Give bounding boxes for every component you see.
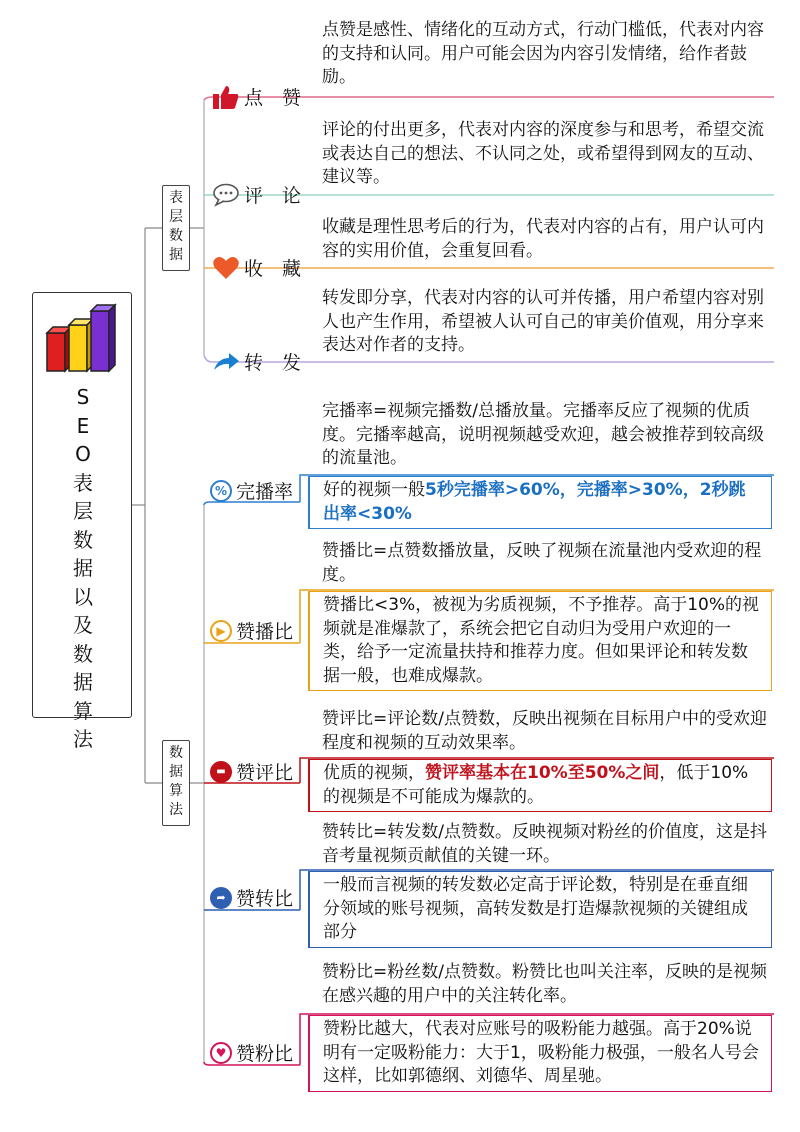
heart-circle-icon: ♥ <box>210 1042 232 1064</box>
root-title-char: 表 <box>73 470 93 495</box>
root-title-char: 层 <box>73 499 93 523</box>
def-like-comment-ratio: 赞评比=评论数/点赞数，反映出视频在目标用户中的受欢迎程度和视频的互动效果率。 <box>322 709 767 753</box>
note-like-share-ratio <box>308 871 772 948</box>
node-like <box>212 83 301 110</box>
node-label-like-play-ratio: 赞播比 <box>236 621 294 643</box>
speech-bubble-icon <box>212 183 240 207</box>
category-data-algorithms-char: 据 <box>169 764 183 780</box>
share-arrow-icon <box>212 350 240 374</box>
def-like-fan-ratio: 赞粉比=粉丝数/点赞数。粉赞比也叫关注率，反映的是视频在感兴趣的用户中的关注转化率。 <box>322 962 767 1006</box>
node-label-collect: 收 藏 <box>244 258 302 280</box>
node-label-like-comment-ratio: 赞评比 <box>236 762 294 784</box>
node-share <box>212 348 301 375</box>
note-text: 一般而言视频的转发数必定高于评论数，特别是在垂直细分领域的账号视频，高转发数是打造爆款视频的关键组成部分 <box>323 875 748 943</box>
node-label-completion-rate: 完播率 <box>236 481 294 503</box>
root-title-char: 算 <box>73 698 93 723</box>
node-label-comment: 评 论 <box>244 185 302 207</box>
node-like-comment-ratio <box>210 758 293 785</box>
def-like-play-ratio: 赞播比=点赞数播放量，反映了视频在流量池内受欢迎的程度。 <box>322 541 762 585</box>
play-icon: ▶ <box>210 620 232 642</box>
category-surface-data-char: 数 <box>169 228 183 244</box>
root-title-char: E <box>76 413 90 438</box>
root-title-char: 数 <box>73 641 93 666</box>
note-text: 赞播比<3%，被视为劣质视频，不予推荐。高于10%的视频就是准爆款了，系统会把它自动归为受用户欢迎的一类，给予一定流量扶持和推荐力度。但如果评论和转发数据一般，也难成爆款。 <box>323 595 759 686</box>
root-title-char: 据 <box>73 556 93 580</box>
node-label-like-fan-ratio: 赞粉比 <box>236 1043 294 1065</box>
node-label-like-share-ratio: 赞转比 <box>236 888 294 910</box>
note-text: 赞粉比越大，代表对应账号的吸粉能力越强。高于20%说明有一定吸粉能力：大于1，吸粉能力极强，一般名人号会这样，比如郭德纲、刘德华、周星驰。 <box>323 1019 759 1087</box>
def-completion-rate: 完播率=视频完播数/总播放量。完播率反应了视频的优质度。完播率越高，说明视频越受欢迎，越会被推荐到较高级的流量池。 <box>322 401 764 469</box>
note-text-end: ，低于10%的视频是不可能成为爆款的。 <box>323 763 749 807</box>
root-title-char: 法 <box>73 727 93 751</box>
category-surface-data-char: 表 <box>169 190 183 206</box>
comment-icon: ▬ <box>210 761 232 783</box>
category-data-algorithms-char: 数 <box>169 745 183 761</box>
category-data-algorithms-char: 算 <box>169 783 183 799</box>
note-like-comment-ratio <box>308 759 772 812</box>
category-data-algorithms <box>162 740 190 826</box>
note-highlight: 赞评率基本在10%至50%之间 <box>425 763 660 783</box>
note-like-play-ratio <box>308 591 772 691</box>
bar-chart-icon <box>45 303 121 373</box>
node-like-fan-ratio <box>210 1039 293 1066</box>
root-title-char: S <box>76 385 90 409</box>
percent-icon: % <box>210 480 232 502</box>
node-label-like: 点 赞 <box>244 87 302 109</box>
text-collect: 收藏是理性思考后的行为，代表对内容的占有，用户认可内容的实用价值，会重复回看。 <box>322 217 764 261</box>
node-label-share: 转 发 <box>244 352 302 374</box>
share-icon: ➦ <box>210 887 232 909</box>
def-like-share-ratio: 赞转比=转发数/点赞数。反映视频对粉丝的价值度，这是抖音考量视频贡献值的关键一环。 <box>322 822 767 866</box>
node-completion-rate <box>210 477 293 504</box>
note-highlight: 5秒完播率>60%，完播率>30%，2秒跳出率<30% <box>323 480 746 524</box>
category-surface-data-char: 层 <box>169 209 183 225</box>
note-text: 好的视频一般 <box>323 480 425 500</box>
text-share: 转发即分享，代表对内容的认可并传播，用户希望内容对别人也产生作用，希望被人认可自己的审美价值观，用分享来表达对作者的支持。 <box>322 288 764 356</box>
node-comment <box>212 181 301 208</box>
root-title-char: 及 <box>73 613 93 637</box>
root-title-char: 数 <box>73 527 93 552</box>
thumbs-up-icon <box>212 84 240 110</box>
node-collect <box>212 254 301 281</box>
root-title-char: 以 <box>73 584 93 609</box>
root-title <box>33 383 133 754</box>
root-title-char: O <box>75 442 91 466</box>
root-title-char: 据 <box>73 670 93 694</box>
node-like-share-ratio <box>210 884 293 911</box>
note-text: 优质的视频， <box>323 763 425 783</box>
note-completion-rate <box>308 476 772 529</box>
category-data-algorithms-char: 法 <box>169 802 183 818</box>
text-like: 点赞是感性、情绪化的互动方式，行动门槛低，代表对内容的支持和认同。用户可能会因为内容引发情绪，给作者鼓励。 <box>322 20 764 88</box>
node-like-play-ratio <box>210 617 293 644</box>
note-like-fan-ratio <box>308 1015 772 1092</box>
heart-icon <box>212 256 240 280</box>
text-comment: 评论的付出更多，代表对内容的深度参与和思考，希望交流或表达自己的想法、不认同之处，或希望得到网友的互动、建议等。 <box>322 120 764 188</box>
category-surface-data-char: 据 <box>169 247 183 263</box>
category-surface-data <box>162 185 190 271</box>
root-node <box>32 292 132 751</box>
